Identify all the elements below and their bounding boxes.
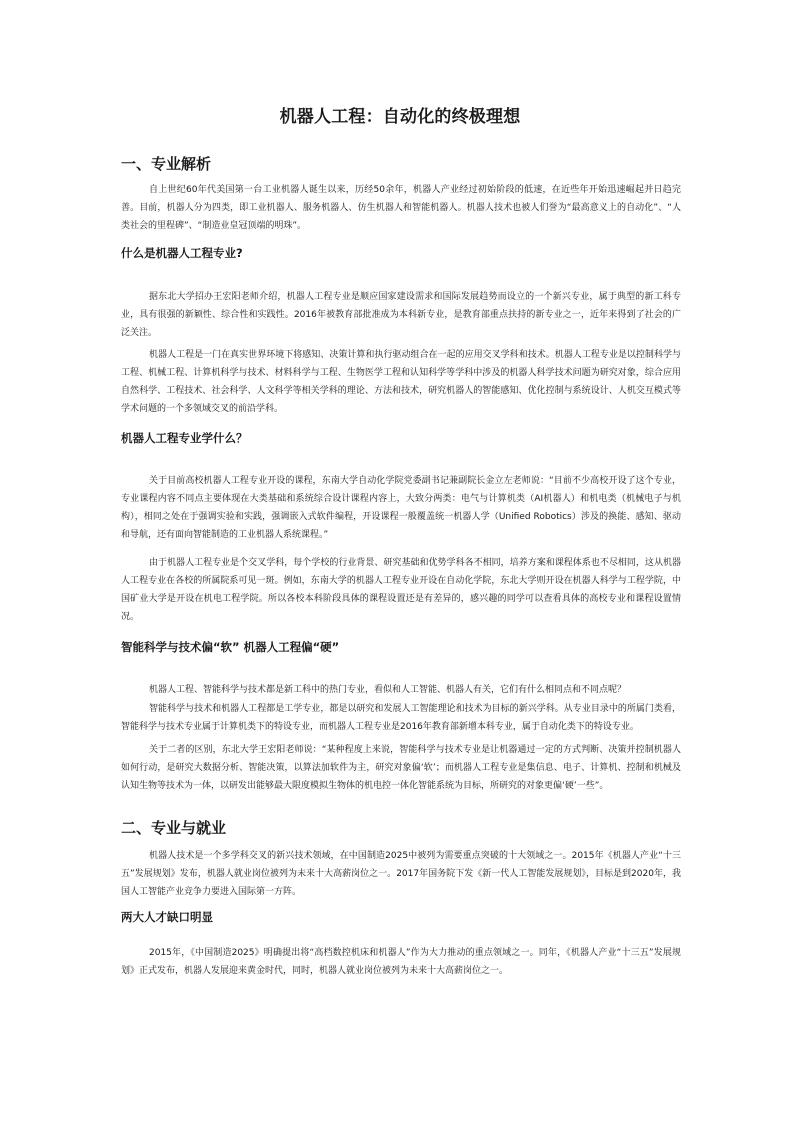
section-heading: 二、专业与就业 (121, 819, 227, 837)
paragraph: 智能科学与技术和机器人工程都是工学专业，都是以研究和发展人工智能理论和技术为目标的新兴学科。从专业目录中的所属门类看，智能科学与技术专业属于计算机类下的特设专业，而机器人工程专业是2016年教育部新增本科专业，属于自动化类下的特设专业。 (121, 704, 681, 732)
paragraph: 关于二者的区别，东北大学王宏阳老师说：“某种程度上来说，智能科学与技术专业是让机器通过一定的方式判断、决策并控制机器人如何行动，是研究大数据分析、智能决策，以算法加软件为主，研究对象偏‘软’；而机器人工程专业是集信息、电子、计算机、控制和机械及认知生物等技术为一体，以研发出能够最大限度模拟生物体的机电控一体化智能系统为目标，所研究的对象更偏‘硬’一些”。 (121, 745, 681, 791)
section-heading: 一、专业解析 (121, 155, 212, 173)
paragraph: 据东北大学招办王宏阳老师介绍，机器人工程专业是顺应国家建设需求和国际发展趋势而设立的一个新兴专业，属于典型的新工科专业，具有很强的新颖性、综合性和实践性。2016年被教育部批准成为本科新专业，是教育部重点扶持的新专业之一，近年来得到了社会的广泛关注。 (121, 292, 681, 338)
paragraph: 2015年，《中国制造2025》明确提出将“高档数控机床和机器人”作为大力推动的重点领域之一。同年，《机器人产业“十三五”发展规划》正式发布，机器人发展迎来黄金时代，同时，机器人就业岗位被列为未来十大高薪岗位之一。 (121, 948, 681, 976)
paragraph: 机器人工程、智能科学与技术都是新工科中的热门专业，看似和人工智能、机器人有关，它们有什么相同点和不同点呢？ (149, 685, 627, 695)
subsection-heading: 智能科学与技术偏“软” 机器人工程偏“硬” (121, 640, 340, 654)
paragraph: 关于目前高校机器人工程专业开设的课程，东南大学自动化学院党委副书记兼副院长金立左老师说：“目前不少高校开设了这个专业，专业课程内容不同点主要体现在大类基础和系统综合设计课程内容上，大致分两类：电气与计算机类（AI机器人）和机电类（机械电子与机构），相同之处在于强调实验和实践，强调嵌入式软件编程，开设课程一般覆盖统一机器人学（Unified Robotics）涉及的换能、感知、驱动和导航，还有面向智能制造的工业机器人系统课程。” (121, 476, 681, 540)
paragraph: 自上世纪60年代美国第一台工业机器人诞生以来，历经50余年，机器人产业经过初始阶段的低速，在近些年开始迅速崛起并日趋完善。目前，机器人分为四类，即工业机器人、服务机器人、仿生机器人和智能机器人。机器人技术也被人们誉为“最高意义上的自动化”、“人类社会的里程碑”、“制造业皇冠顶端的明珠”。 (121, 185, 681, 231)
paragraph: 由于机器人工程专业是个交叉学科，每个学校的行业背景、研究基础和优势学科各不相同，培养方案和课程体系也不尽相同，这从机器人工程专业在各校的所属院系可见一斑。例如，东南大学的机器人工程专业开设在自动化学院，东北大学则开设在机器人科学与工程学院，中国矿业大学是开设在机电工程学院。所以各校本科阶段具体的课程设置还是有差异的，感兴趣的同学可以查看具体的高校专业和课程设置情况。 (121, 558, 681, 622)
page-title: 机器人工程：自动化的终极理想 (279, 107, 521, 127)
paragraph: 机器人技术是一个多学科交叉的新兴技术领域，在中国制造2025中被列为需要重点突破的十大领域之一。2015年《机器人产业“十三五”发展规划》发布，机器人就业岗位被列为未来十大高薪岗位之一。2017年国务院下发《新一代人工智能发展规划》，目标是到2020年，我国人工智能产业竞争力要进入国际第一方阵。 (121, 851, 681, 897)
paragraph: 机器人工程是一门在真实世界环境下将感知、决策计算和执行驱动组合在一起的应用交叉学科和技术。机器人工程专业是以控制科学与工程、机械工程、计算机科学与技术、材料科学与工程、生物医学工程和认知科学等学科中涉及的机器人科学技术问题为研究对象，综合应用自然科学、工程技术、社会科学、人文科学等相关学科的理论、方法和技术，研究机器人的智能感知、优化控制与系统设计、人机交互模式等学术问题的一个多领域交叉的前沿学科。 (121, 350, 681, 414)
subsection-heading: 机器人工程专业学什么？ (121, 431, 248, 445)
subsection-heading: 什么是机器人工程专业? (121, 246, 243, 260)
subsection-heading: 两大人才缺口明显 (121, 910, 213, 924)
